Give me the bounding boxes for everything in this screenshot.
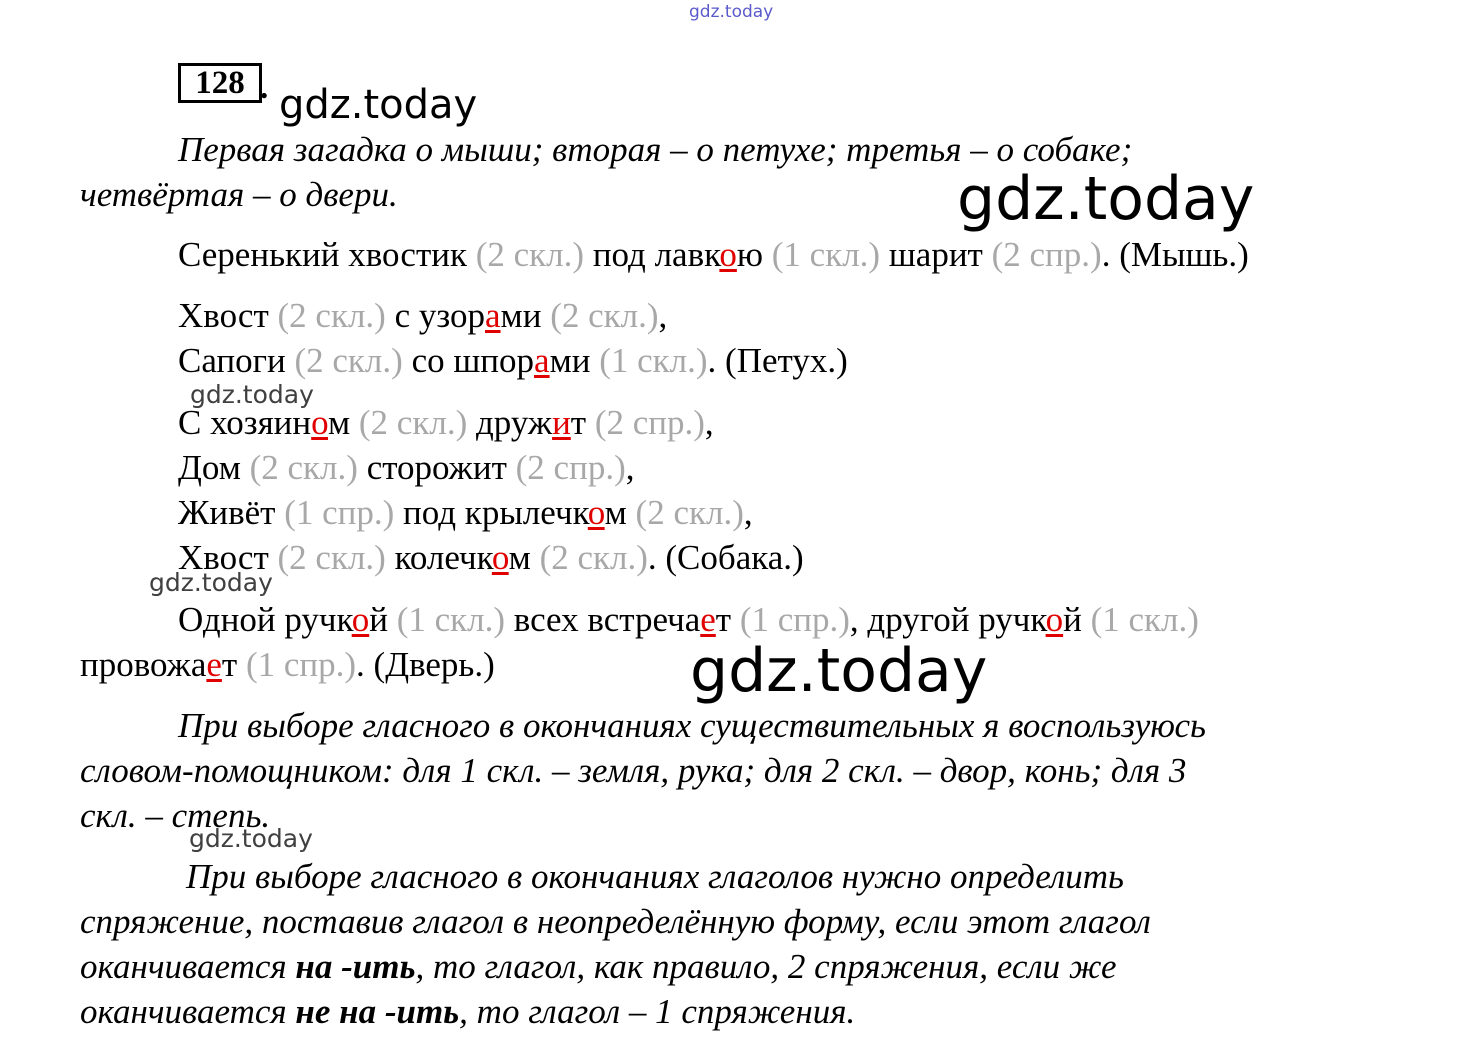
grammar-note: (1 скл.) — [599, 341, 708, 380]
grammar-note: (2 скл.) — [358, 403, 468, 442]
watermark-top: gdz.today — [689, 2, 774, 22]
riddle-word: Живёт — [178, 493, 285, 532]
ending-highlight: о — [587, 493, 605, 532]
riddle-word: т — [715, 600, 740, 639]
riddle-word: Сапоги — [178, 341, 295, 380]
riddle-word: колечк — [385, 538, 492, 577]
watermark: gdz.today — [149, 568, 273, 597]
riddle-word: й — [1063, 600, 1091, 639]
riddle-word: , — [658, 296, 668, 335]
grammar-note: (2 скл.) — [635, 493, 744, 532]
grammar-note: (1 спр.) — [284, 493, 395, 532]
grammar-note: (2 скл.) — [550, 296, 659, 335]
riddle-word: Дом — [178, 448, 250, 487]
riddle-word: со шпор — [402, 341, 535, 380]
grammar-note: (2 спр.) — [515, 448, 626, 487]
rule-line: При выборе гласного в окончаниях глаголов нужно определить — [186, 857, 1124, 896]
riddle-word: Хвост — [178, 296, 278, 335]
rule-line — [80, 992, 855, 1032]
riddle-word: , — [625, 448, 635, 487]
grammar-note: (1 спр.) — [245, 645, 357, 684]
riddle-line — [178, 600, 1199, 640]
ending-highlight: о — [1045, 600, 1064, 639]
grammar-note: (2 скл.) — [294, 341, 403, 380]
rule-text: оканчивается — [80, 947, 296, 986]
grammar-note: (2 скл.) — [475, 235, 585, 274]
riddle-word: т — [221, 645, 246, 684]
watermark: gdz.today — [957, 164, 1255, 234]
rule-line: скл. – степь. — [80, 796, 271, 835]
riddle-word: м — [604, 493, 636, 532]
riddle-word: м — [328, 403, 359, 442]
rule-line: спряжение, поставив глагол в неопределённую форму, если этот глагол — [80, 902, 1151, 941]
grammar-note: (2 спр.) — [594, 403, 705, 442]
riddle-word: т — [570, 403, 595, 442]
rule-emphasis: на -ить — [295, 947, 416, 986]
rule-text: , то глагол – 1 спряжения. — [459, 992, 856, 1031]
riddle-line — [178, 341, 848, 381]
riddle-word: м — [508, 538, 540, 577]
ending-highlight: о — [351, 600, 370, 639]
riddle-word: Одной ручк — [178, 600, 352, 639]
ending-highlight: а — [534, 341, 550, 380]
riddle-word: под лавк — [584, 235, 720, 274]
intro-line: четвёртая – о двери. — [80, 175, 398, 214]
riddle-word: С хозяин — [178, 403, 312, 442]
riddle-word: й — [369, 600, 397, 639]
riddle-word: . (Мышь.) — [1101, 235, 1249, 274]
riddle-line — [178, 296, 667, 336]
grammar-note: (1 спр.) — [739, 600, 850, 639]
watermark: gdz.today — [189, 824, 313, 853]
riddle-word: ми — [500, 296, 551, 335]
riddle-line — [80, 645, 495, 685]
riddle-line — [178, 493, 753, 533]
ending-highlight: о — [491, 538, 509, 577]
grammar-note: (1 скл.) — [771, 235, 881, 274]
riddle-word: сторожит — [357, 448, 516, 487]
riddle-line — [178, 448, 634, 488]
riddle-word: , — [743, 493, 753, 532]
grammar-note: (2 скл.) — [277, 296, 386, 335]
riddle-word: под крылечк — [394, 493, 588, 532]
grammar-note: (1 скл.) — [1090, 600, 1199, 639]
rule-line: словом-помощником: для 1 скл. – земля, рука; для 2 скл. – двор, конь; для 3 — [80, 751, 1187, 790]
watermark: gdz.today — [690, 636, 988, 706]
ending-highlight: и — [552, 403, 571, 442]
riddle-word: всех встреча — [505, 600, 701, 639]
riddle-line — [178, 235, 1249, 275]
riddle-word: . (Петух.) — [707, 341, 848, 380]
riddle-word: провожа — [80, 645, 207, 684]
rule-line — [80, 947, 1117, 987]
riddle-word: , другой ручк — [849, 600, 1046, 639]
riddle-word: Хвост — [178, 538, 278, 577]
rule-line: При выборе гласного в окончаниях существительных я воспользуюсь — [178, 706, 1206, 745]
intro-line: Первая загадка о мыши; вторая – о петухе; третья – о собаке; — [178, 130, 1133, 169]
exercise-number: 128 — [178, 63, 262, 103]
grammar-note: (2 спр.) — [991, 235, 1102, 274]
grammar-note: (2 скл.) — [539, 538, 648, 577]
riddle-word: . (Собака.) — [647, 538, 804, 577]
riddle-word: ю — [736, 235, 772, 274]
rule-emphasis: не на -ить — [295, 992, 460, 1031]
riddle-word: шарит — [880, 235, 992, 274]
grammar-note: (2 скл.) — [277, 538, 386, 577]
riddle-line — [178, 538, 804, 578]
riddle-word: . (Дверь.) — [356, 645, 495, 684]
grammar-note: (1 скл.) — [396, 600, 506, 639]
ending-highlight: о — [719, 235, 737, 274]
riddle-word: ми — [549, 341, 600, 380]
watermark: gdz.today — [190, 380, 314, 409]
riddle-word: Серенький хвостик — [178, 235, 476, 274]
grammar-note: (2 скл.) — [249, 448, 358, 487]
rule-text: , то глагол, как правило, 2 спряжения, если же — [415, 947, 1117, 986]
exercise-number-dot: . — [260, 70, 269, 106]
riddle-word: друж — [467, 403, 553, 442]
riddle-word: с узор — [385, 296, 485, 335]
watermark: gdz.today — [279, 82, 478, 128]
riddle-line — [178, 403, 714, 443]
ending-highlight: о — [311, 403, 328, 442]
ending-highlight: а — [485, 296, 501, 335]
rule-text: оканчивается — [80, 992, 296, 1031]
ending-highlight: е — [700, 600, 716, 639]
riddle-word: , — [704, 403, 714, 442]
ending-highlight: е — [206, 645, 222, 684]
